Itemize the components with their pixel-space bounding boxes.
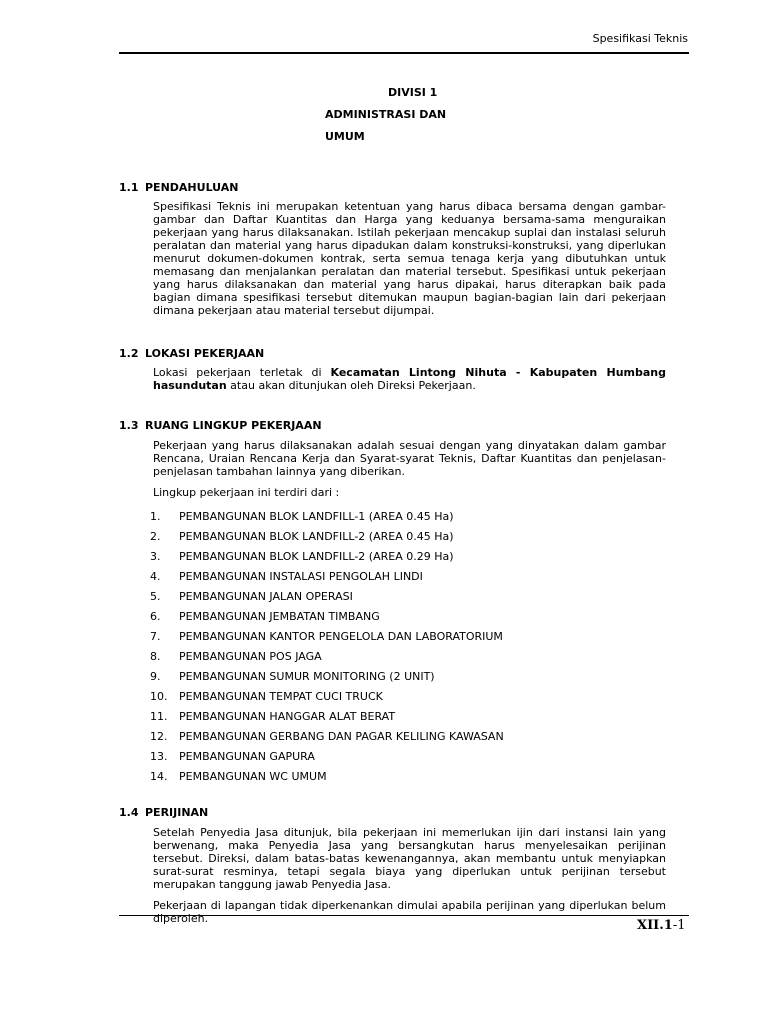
list-number: 3.	[150, 550, 161, 563]
section-number: 1.2	[119, 347, 139, 360]
list-text: PEMBANGUNAN INSTALASI PENGOLAH LINDI	[179, 570, 423, 583]
list-item	[150, 670, 504, 690]
list-number: 14.	[150, 770, 168, 783]
list-text: PEMBANGUNAN GAPURA	[179, 750, 315, 763]
list-number: 7.	[150, 630, 161, 643]
lokasi-text-suffix: atau akan ditunjukan oleh Direksi Pekerjaan.	[226, 379, 476, 392]
list-item	[150, 730, 504, 750]
list-text: PEMBANGUNAN JALAN OPERASI	[179, 590, 353, 603]
list-item	[150, 550, 504, 570]
page-number-chapter: XII.1	[637, 918, 673, 933]
list-text: PEMBANGUNAN BLOK LANDFILL-2 (AREA 0.45 Ha)	[179, 530, 454, 543]
section-number: 1.4	[119, 806, 139, 819]
ruang-lingkup-paragraph: Pekerjaan yang harus dilaksanakan adalah sesuai dengan yang dinyatakan dalam gambar Rencana, Uraian Rencana Kerja dan Syarat-syarat Teknis, Daftar Kuantitas dan penjelasan-penjelasan tambahan lainnya yang diberikan.	[153, 439, 666, 478]
section-title: PENDAHULUAN	[145, 181, 239, 194]
lokasi-location: Kecamatan Lintong Nihuta - Kabupaten Humbang hasundutan	[153, 366, 666, 392]
list-text: PEMBANGUNAN SUMUR MONITORING (2 UNIT)	[179, 670, 435, 683]
page-number-page: -1	[672, 918, 686, 933]
perijinan-paragraph-2: Pekerjaan di lapangan tidak diperkenankan dimulai apabila perijinan yang diperlukan belum diperoleh.	[153, 899, 666, 925]
list-item	[150, 630, 504, 650]
list-number: 1.	[150, 510, 161, 523]
division-title	[325, 82, 446, 148]
list-number: 2.	[150, 530, 161, 543]
list-number: 12.	[150, 730, 168, 743]
section-title: RUANG LINGKUP PEKERJAAN	[145, 419, 322, 432]
scope-list	[150, 510, 504, 790]
list-item	[150, 570, 504, 590]
section-heading-ruang-lingkup	[119, 419, 322, 432]
list-number: 6.	[150, 610, 161, 623]
list-number: 5.	[150, 590, 161, 603]
list-item	[150, 750, 504, 770]
section-heading-perijinan	[119, 806, 208, 819]
section-heading-pendahuluan	[119, 181, 239, 194]
lokasi-text-prefix: Lokasi pekerjaan terletak di	[153, 366, 331, 379]
list-item	[150, 590, 504, 610]
list-item	[150, 690, 504, 710]
list-number: 9.	[150, 670, 161, 683]
list-number: 4.	[150, 570, 161, 583]
list-number: 11.	[150, 710, 168, 723]
list-item	[150, 510, 504, 530]
list-intro: Lingkup pekerjaan ini terdiri dari :	[153, 486, 340, 499]
list-item	[150, 770, 504, 790]
header-rule	[119, 52, 689, 54]
list-item	[150, 610, 504, 630]
footer-rule	[119, 915, 689, 916]
section-title: PERIJINAN	[145, 806, 209, 819]
lokasi-paragraph	[153, 366, 666, 392]
division-number: DIVISI 1	[388, 86, 438, 99]
division-name-line1: ADMINISTRASI DAN	[325, 108, 447, 121]
list-number: 10.	[150, 690, 168, 703]
list-item	[150, 710, 504, 730]
list-item	[150, 650, 504, 670]
division-name-line2: UMUM	[325, 130, 365, 143]
list-text: PEMBANGUNAN JEMBATAN TIMBANG	[179, 610, 380, 623]
list-text: PEMBANGUNAN POS JAGA	[179, 650, 322, 663]
list-text: PEMBANGUNAN HANGGAR ALAT BERAT	[179, 710, 396, 723]
section-heading-lokasi	[119, 347, 264, 360]
list-text: PEMBANGUNAN TEMPAT CUCI TRUCK	[179, 690, 383, 703]
list-item	[150, 530, 504, 550]
page-number	[637, 919, 686, 932]
list-number: 13.	[150, 750, 168, 763]
section-number: 1.1	[119, 181, 139, 194]
list-text: PEMBANGUNAN BLOK LANDFILL-2 (AREA 0.29 Ha)	[179, 550, 454, 563]
list-text: PEMBANGUNAN BLOK LANDFILL-1 (AREA 0.45 Ha)	[179, 510, 454, 523]
list-number: 8.	[150, 650, 161, 663]
list-text: PEMBANGUNAN WC UMUM	[179, 770, 327, 783]
section-title: LOKASI PEKERJAAN	[145, 347, 265, 360]
perijinan-paragraph-1: Setelah Penyedia Jasa ditunjuk, bila pekerjaan ini memerlukan ijin dari instansi lain yang berwenang, maka Penyedia Jasa yang bersangkutan harus menyelesaikan perijinan tersebut. Direksi, dalam batas-batas kewenangannya, akan membantu untuk menyiapkan surat-surat resminya, tetapi segala biaya yang diperlukan untuk perijinan tersebut merupakan tanggung jawab Penyedia Jasa.	[153, 826, 666, 891]
header-title: Spesifikasi Teknis	[592, 32, 688, 45]
section-number: 1.3	[119, 419, 139, 432]
list-text: PEMBANGUNAN KANTOR PENGELOLA DAN LABORATORIUM	[179, 630, 503, 643]
list-text: PEMBANGUNAN GERBANG DAN PAGAR KELILING KAWASAN	[179, 730, 504, 743]
pendahuluan-paragraph: Spesifikasi Teknis ini merupakan ketentuan yang harus dibaca bersama dengan gambar-gambar dan Daftar Kuantitas dan Harga yang keduanya bersama-sama menguraikan pekerjaan yang harus dilaksanakan. Istilah pekerjaan mencakup suplai dan instalasi seluruh peralatan dan material yang harus dipadukan dalam konstruksi-konstruksi, yang diperlukan menurut dokumen-dokumen kontrak, serta semua tenaga kerja yang dibutuhkan untuk memasang dan menjalankan peralatan dan material tersebut. Spesifikasi untuk pekerjaan yang harus dilaksanakan dan material yang harus dipakai, harus diterapkan baik pada bagian dimana spesifikasi tersebut ditemukan maupun bagian-bagian lain dari pekerjaan dimana pekerjaan atau material tersebut dijumpai.	[153, 200, 666, 317]
